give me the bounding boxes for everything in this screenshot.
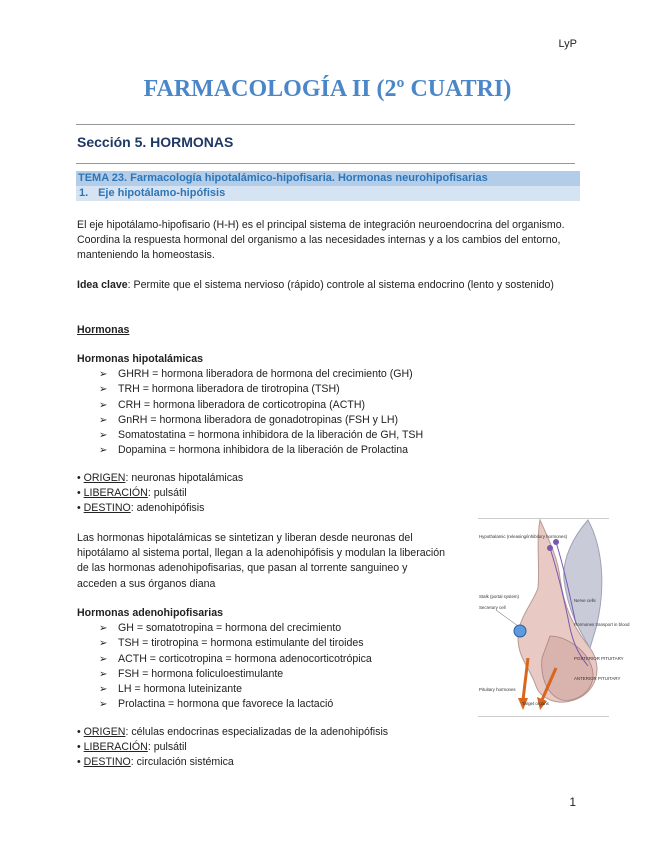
list-item: ➢ ACTH = corticotropina = hormona adenocorticotrópica bbox=[77, 652, 577, 667]
list-item: ➢ GH = somatotropina = hormona del crecimiento bbox=[77, 621, 577, 636]
label-posterior-pituitary: POSTERIOR PITUITARY bbox=[574, 656, 624, 661]
list-item: ➢ CRH = hormona liberadora de corticotropina (ACTH) bbox=[77, 398, 577, 413]
key-idea-label: Idea clave bbox=[77, 279, 128, 291]
label-anterior-pituitary: ANTERIOR PITUITARY bbox=[574, 676, 621, 681]
divider-section bbox=[76, 163, 575, 164]
label-target-organs: Target organs bbox=[522, 701, 549, 706]
list-item: ➢ GHRH = hormona liberadora de hormona del crecimiento (GH) bbox=[77, 367, 577, 382]
list-item: ➢ Somatostatina = hormona inhibidora de la liberación de GH, TSH bbox=[77, 428, 577, 443]
document-title: FARMACOLOGÍA II (2º CUATRI) bbox=[143, 76, 512, 102]
label-hypothalamic: Hypothalamic (releasing/inhibitory hormones) bbox=[479, 534, 568, 539]
arrow-bullet-icon: ➢ bbox=[99, 653, 108, 665]
bullet-item: • ORIGEN: células endocrinas especializadas de la adenohipófisis bbox=[77, 726, 389, 738]
bullet-item: • LIBERACIÓN: pulsátil bbox=[77, 487, 187, 500]
list-item: ➢ TSH = tirotropina = hormona estimulante del tiroides bbox=[77, 636, 577, 651]
list-item: ➢ GnRH = hormona liberadora de gonadotropinas (FSH y LH) bbox=[77, 413, 577, 428]
divider-top bbox=[76, 124, 575, 125]
list-item: ➢ LH = hormona luteinizante bbox=[77, 682, 577, 697]
arrow-bullet-icon: ➢ bbox=[99, 384, 108, 396]
hipotalamicas-paragraph: Las hormonas hipotalámicas se sintetizan y liberan desde neuronas del hipotálamo al sistema portal, llegan a la adenohipófisis y modulan la liberación de las hormonas adenohipofisarias, que pasan al torrente sanguineo y acceden a sus órganos diana bbox=[77, 532, 446, 590]
subtitle-number: 1. bbox=[79, 187, 89, 199]
bullet-item: • DESTINO: adenohipófisis bbox=[77, 502, 205, 515]
hipotalamicas-bullets bbox=[77, 471, 577, 517]
list-item: ➢ TRH = hormona liberadora de tirotropina (TSH) bbox=[77, 382, 577, 397]
list-item: ➢ Dopamina = hormona inhibidora de la liberación de Prolactina bbox=[77, 443, 577, 458]
label-stalk: Stalk (portal system) bbox=[479, 594, 520, 599]
bullet-item: • DESTINO: circulación sistémica bbox=[77, 756, 234, 769]
list-item: ➢ FSH = hormona foliculoestimulante bbox=[77, 667, 577, 682]
arrow-bullet-icon: ➢ bbox=[99, 445, 108, 457]
bullet-item: • LIBERACIÓN: pulsátil bbox=[77, 741, 187, 754]
arrow-bullet-icon: ➢ bbox=[99, 638, 108, 650]
arrow-bullet-icon: ➢ bbox=[99, 414, 108, 426]
pituitary-illustration bbox=[478, 518, 630, 717]
label-nerve-cells: Nerve cells bbox=[574, 598, 596, 603]
bullet-item: • ORIGEN: neuronas hipotalámicas bbox=[77, 472, 244, 484]
page-number: 1 bbox=[569, 795, 576, 809]
key-idea bbox=[77, 278, 577, 293]
arrow-bullet-icon: ➢ bbox=[99, 429, 108, 441]
label-secretory-cell: Secretory cell bbox=[479, 605, 506, 610]
pituitary-diagram bbox=[478, 518, 630, 717]
arrow-bullet-icon: ➢ bbox=[99, 683, 108, 695]
arrow-bullet-icon: ➢ bbox=[99, 369, 108, 381]
label-pituitary-hormones: Pituitary hormones bbox=[479, 687, 516, 692]
hipotalamicas-heading: Hormonas hipotalámicas bbox=[77, 353, 203, 365]
tema-heading: TEMA 23. Farmacología hipotalámico-hipofisaria. Hormonas neurohipofisarias bbox=[76, 171, 580, 186]
arrow-bullet-icon: ➢ bbox=[99, 668, 108, 680]
hormonas-heading: Hormonas bbox=[77, 324, 130, 336]
section-heading: Sección 5. HORMONAS bbox=[77, 134, 234, 150]
label-hormones-transport: Hormones transport in blood bbox=[574, 622, 630, 627]
hipotalamicas-block bbox=[77, 352, 577, 458]
adenohipofisarias-heading: Hormonas adenohipofisarias bbox=[77, 607, 223, 619]
subtitle-text: Eje hipotálamo-hipófisis bbox=[98, 187, 226, 199]
adenohipofisarias-bullets bbox=[77, 725, 577, 771]
arrow-bullet-icon: ➢ bbox=[99, 623, 108, 635]
key-idea-text: : Permite que el sistema nervioso (rápido) controle al sistema endocrino (lento y sostenido) bbox=[127, 279, 554, 291]
subtitle-heading bbox=[76, 186, 580, 201]
hipotalamicas-list bbox=[77, 367, 577, 458]
arrow-bullet-icon: ➢ bbox=[99, 699, 108, 711]
list-item: ➢ Prolactina = hormona que favorece la lactació bbox=[77, 697, 577, 712]
intro-paragraph: El eje hipotálamo-hipofisario (H-H) es el principal sistema de integración neuroendocrina del organismo. Coordina la respuesta hormonal del organismo a las necesidades internas y a los cambios del entorno, manteniendo la homeostasis. bbox=[77, 219, 565, 262]
arrow-bullet-icon: ➢ bbox=[99, 399, 108, 411]
header-initials: LyP bbox=[558, 38, 577, 50]
